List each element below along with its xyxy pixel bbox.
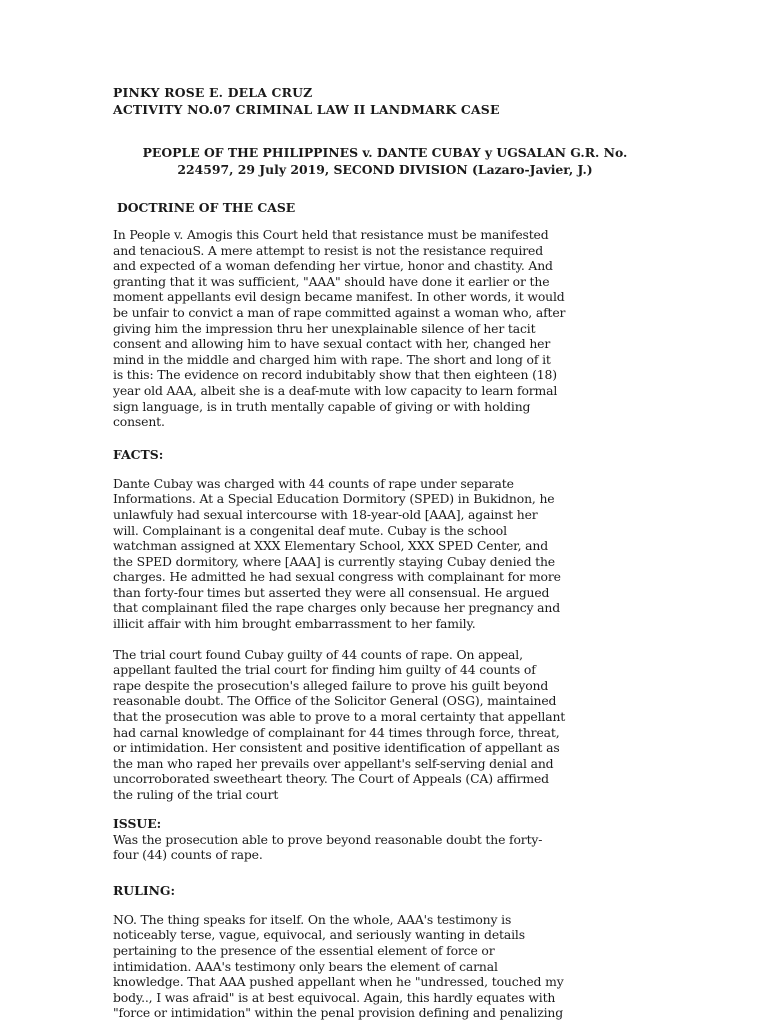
text-line: year old AAA, albeit she is a deaf-mute with low capacity to learn formal — [113, 382, 558, 398]
text-line: be unfair to convict a man of rape committed against a woman who, after — [113, 304, 566, 320]
text-line: illicit affair with him brought embarrassment to her family. — [113, 616, 476, 632]
text-line: Dante Cubay was charged with 44 counts of rape under separate — [113, 475, 514, 491]
document-page — [113, 84, 657, 1021]
text-line: had carnal knowledge of complainant for 44 times through force, threat, — [113, 724, 560, 740]
issue-paragraph — [113, 832, 657, 863]
text-line: uncorroborated sweetheart theory. The Court of Appeals (CA) affirmed — [113, 771, 549, 787]
text-line: that the prosecution was able to prove to a moral certainty that appellant — [113, 709, 566, 725]
text-line: noticeably terse, vague, equivocal, and seriously wanting in details — [113, 927, 525, 943]
text-line: Was the prosecution able to prove beyond reasonable doubt the forty- — [113, 831, 543, 847]
doctrine-heading: DOCTRINE OF THE CASE — [117, 200, 296, 215]
case-title-line: 224597, 29 July 2019, SECOND DIVISION (Lazaro-Javier, J.) — [177, 162, 593, 177]
activity-title: ACTIVITY NO.07 CRIMINAL LAW II LANDMARK CASE — [113, 102, 500, 117]
text-line: and tenaciouS. A mere attempt to resist is not the resistance required — [113, 242, 544, 258]
case-title — [113, 144, 657, 178]
text-line: appellant faulted the trial court for finding him guilty of 44 counts of — [113, 662, 536, 678]
issue-heading: ISSUE: — [113, 815, 162, 831]
text-line: or intimidation. Her consistent and positive identification of appellant as — [113, 740, 560, 756]
text-line: that complainant filed the rape charges only because her pregnancy and — [113, 600, 561, 616]
ruling-heading: RULING: — [113, 882, 176, 898]
case-title-line: PEOPLE OF THE PHILIPPINES v. DANTE CUBAY y UGSALAN G.R. No. — [142, 145, 628, 160]
text-line: NO. The thing speaks for itself. On the whole, AAA's testimony is — [113, 911, 512, 927]
text-line: unlawfuly had sexual intercourse with 18-year-old [AAA], against her — [113, 506, 538, 522]
text-line: moment appellants evil design became manifest. In other words, it would — [113, 289, 565, 305]
text-line: body.., I was afraid" is at best equivocal. Again, this hardly equates with — [113, 989, 556, 1005]
text-line: knowledge. That AAA pushed appellant when he "undressed, touched my — [113, 974, 564, 990]
text-line: granting that it was sufficient, "AAA" should have done it earlier or the — [113, 273, 550, 289]
text-line: the man who raped her prevails over appellant's self-serving denial and — [113, 755, 554, 771]
facts-paragraph — [113, 476, 657, 632]
doctrine-paragraph — [113, 227, 657, 430]
text-line: is this: The evidence on record indubitably show that then eighteen (18) — [113, 367, 557, 383]
text-line: reasonable doubt. The Office of the Solicitor General (OSG), maintained — [113, 693, 557, 709]
text-line: watchman assigned at XXX Elementary School, XXX SPED Center, and — [113, 538, 549, 554]
text-line: consent and allowing him to have sexual contact with her, changed her — [113, 336, 551, 352]
text-line: rape despite the prosecution's alleged failure to prove his guilt beyond — [113, 677, 549, 693]
text-line: and expected of a woman defending her virtue, honor and chastity. And — [113, 258, 553, 274]
text-line: the ruling of the trial court — [113, 787, 279, 802]
author-name: PINKY ROSE E. DELA CRUZ — [113, 85, 313, 100]
text-line: In People v. Amogis this Court held that resistance must be manifested — [113, 227, 549, 242]
text-line: will. Complainant is a congenital deaf mute. Cubay is the school — [113, 522, 507, 538]
text-line: Informations. At a Special Education Dormitory (SPED) in Bukidnon, he — [113, 491, 555, 507]
text-line: than forty-four times but asserted they were all consensual. He argued — [113, 584, 550, 600]
text-line: the SPED dormitory, where [AAA] is currently staying Cubay denied the — [113, 553, 555, 569]
text-line: The trial court found Cubay guilty of 44 counts of rape. On appeal, — [113, 646, 523, 662]
text-line: pertaining to the presence of the essential element of force or — [113, 942, 495, 958]
text-line: mind in the middle and charged him with rape. The short and long of it — [113, 351, 551, 367]
text-line: sign language, is in truth mentally capable of giving or with holding — [113, 398, 531, 414]
text-line: "force or intimidation" within the penal provision defining and penalizing — [113, 1005, 563, 1021]
text-line: charges. He admitted he had sexual congress with complainant for more — [113, 569, 561, 585]
text-line: consent. — [113, 414, 165, 430]
facts-heading: FACTS: — [113, 446, 164, 462]
text-line: giving him the impression thru her unexplainable silence of her tacit — [113, 320, 536, 336]
ruling-paragraph — [113, 912, 657, 1021]
text-line: four (44) counts of rape. — [113, 847, 263, 863]
trial-court-paragraph — [113, 647, 657, 803]
text-line: intimidation. AAA's testimony only bears the element of carnal — [113, 958, 498, 974]
